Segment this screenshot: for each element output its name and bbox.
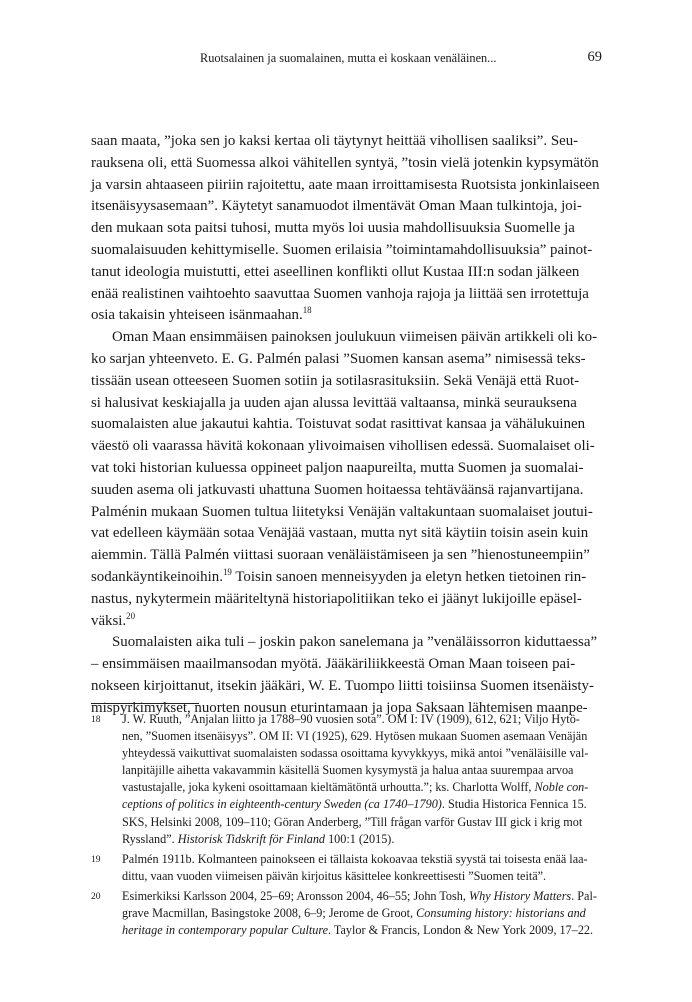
footnote-title-italic: Consuming history: historians and heritage in contemporary popular Culture [122, 906, 586, 938]
footnote-text-part: 100:1 (2015). [325, 831, 395, 846]
paragraph-2 [91, 327, 602, 632]
note-ref-18: 18 [302, 305, 312, 316]
footnote-text-part: . Pal- grave Macmillan, Basingstoke 2008, 6–9; Jerome de Groot, [122, 888, 597, 921]
footnote-18 [91, 711, 602, 848]
paragraph-3-text: Suomalaisten aika tuli – joskin pakon sanelemana ja ”venäläissorron kiduttaessa” – ensimmäisen maailmansodan myötä. Jääkäriliikkeestä Oman Maan toiseen pai- nokseen kirjoittanut, itsekin jääkäri, W. E. Tuompo liitti toisiinsa Suomen itsenäisty- mispyrkimykset, nuorten nousun eturintamaan ja jopa Saksaan lähtemisen maanpe- [91, 634, 598, 716]
footnote-19 [91, 851, 602, 885]
footnotes [91, 711, 602, 942]
paragraph-3 [91, 632, 602, 719]
running-title: Ruotsalainen ja suomalainen, mutta ei koskaan venäläinen... [200, 51, 497, 65]
paragraph-1-text: saan maata, ”joka sen jo kaksi kertaa oli täytynyt heittää vihollisen saaliksi”. Seu- rauksena oli, että Suomessa alkoi vähitellen syntyä, ”tosin vielä jotenkin kypsymätön ja varsin ahtaaseen piiriin rajoitettu, aate maan irroittamisesta Ruotsista jonkinlaiseen itsenäisyysasemaan”. Käytetyt sanamuodot ilmentävät Oman Maan tulkintoja, joi- den mukaan sota paitsi tuhosi, mutta myös loi uusia mahdollisuuksia Suomelle ja suomalaisuuden kehittymiselle. Suomen erilaisia ”toimintamahdollisuuksia” painot- tanut ideologia muistutti, ettei aseellinen konflikti ollut Kustaa III:n sodan jälkeen enää realistinen vaihtoehto saavuttaa Suomen vanhoja rajoja ja liittää sen irrotettuja osia takaisin yhteiseen isänmaahan. [91, 133, 600, 324]
running-header [90, 49, 602, 71]
footnote-number: 20 [91, 891, 101, 902]
paragraph-2-text-b: Toisin sanoen menneisyyden ja eletyn hetken tietoinen rin- nastus, nykytermein määriteltynä historiapolitiikan teko ei jäänyt lukijoille epäsel- väksi. [91, 568, 587, 629]
footnote-text [122, 711, 602, 848]
note-ref-19: 19 [222, 566, 232, 577]
footnote-text-part: Esimerkiksi Karlsson 2004, 25–69; Aronsson 2004, 46–55; John Tosh, [122, 888, 469, 903]
note-ref-20: 20 [126, 610, 136, 621]
footnote-text-part: . Taylor & Francis, London & New York 2009, 17–22. [328, 923, 594, 938]
footnote-20 [91, 888, 602, 939]
paragraph-2-text-a: Oman Maan ensimmäisen painoksen joulukuun viimeisen päivän artikkeli oli ko- ko sarjan yhteenveto. E. G. Palmén palasi ”Suomen kansan asema” nimisessä teks- tissään usean otteeseen Suomen sotiin ja sotilasrasituksiin. Sekä Venäjä että Ruot- si halusivat keskiajalla ja uuden ajan alussa levittää valtaansa, minkä seurauksena suomalaisten alue jakautui kahtia. Toistuvat sodat rasittivat kansaa ja vähälukuinen väestö oli vaarassa hävitä kokonaan ylivoimaisen vihollisen edessä. Suomalaiset oli- vat toki historian kuluessa oppineet paljon naapureilta, mutta Suomen ja suomalai- suuden asema oli jatkuvasti uhattuna Suomen hoitaessa tehtäväänsä rajanvartijana. Palménin mukaan Suomen tultua liitetyksi Venäjän valtakuntaan suomalaiset joutui- vat edelleen käymään sotaa Venäjää vastaan, mutta nyt sitä käytiin toisin asein kuin aiemmin. Tällä Palmén viittasi suoraan venäläistämiseen ja sen ”hienostuneempiin” sodankäyntikeinoihin. [91, 329, 598, 585]
footnote-text [122, 888, 602, 939]
page-number: 69 [587, 49, 602, 65]
footnote-title-italic: Historisk Tidskrift för Finland [177, 831, 326, 846]
footnote-number: 19 [91, 854, 101, 865]
footnote-number: 18 [91, 715, 101, 725]
footnote-text-part: . Studia Historica Fennica 15. SKS, Helsinki 2008, 109–110; Göran Anderberg, ”Till frågan varför Gustav III gick i krig mot Ryssland”. [122, 797, 587, 846]
footnote-title-italic: Why History Matters [468, 888, 572, 903]
footnote-text-part: J. W. Ruuth, ”Anjalan liitto ja 1788–90 vuosien sota”. OM I: IV (1909), 612, 621; Viljo Hytö- nen, ”Suomen itsenäisyys”. OM II: VI (1925), 629. Hytösen mukaan Suomen asemaan Venäjän yhteydessä vaikuttivat suomalaisten sodassa osoittama kyvykkyys, mikä antoi ”venäläisille val- lanpitäjille aihetta vakavammin käsitellä Suomen kysymystä ja halua antaa suurempaa arvoa vastustajalle, joka kykeni osoittamaan kieltämätöntä urhoutta.”; ks. Charlotta Wolff, [122, 712, 589, 795]
footnote-divider [91, 703, 199, 704]
footnote-title-italic: Noble con- ceptions of politics in eighteenth-century Sweden (ca 1740–1790) [122, 780, 589, 812]
footnote-text: Palmén 1911b. Kolmanteen painokseen ei tällaista kokoavaa tekstiä syystä tai toisesta enää laa- dittu, vaan vuoden viimeisen päivän kirjoitus käsittelee konkreettisesti ”Suomen teitä”. [122, 851, 588, 883]
body-text [91, 131, 602, 720]
paragraph-1 [91, 131, 602, 327]
